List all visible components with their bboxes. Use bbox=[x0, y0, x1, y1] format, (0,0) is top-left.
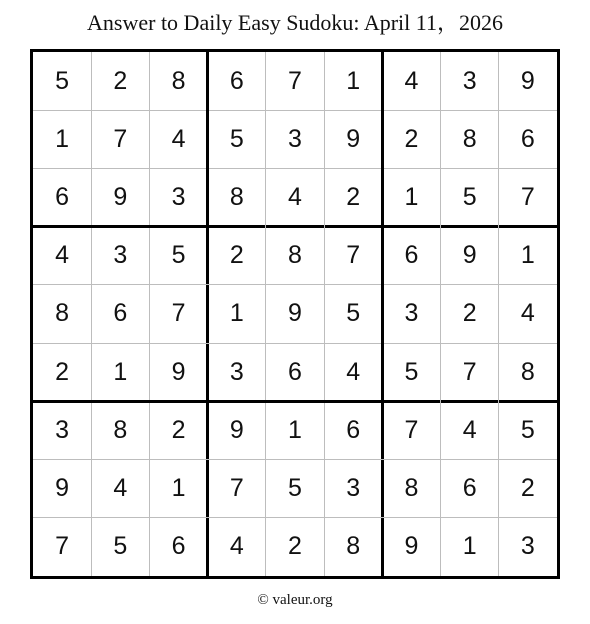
sudoku-cell: 6 bbox=[171, 532, 186, 561]
sudoku-cell: 4 bbox=[229, 532, 244, 561]
sudoku-cell: 9 bbox=[462, 241, 477, 270]
sudoku-cell: 5 bbox=[171, 241, 186, 270]
sudoku-cell: 1 bbox=[462, 532, 477, 561]
sudoku-cell: 2 bbox=[113, 66, 128, 95]
sudoku-cell: 4 bbox=[113, 474, 128, 503]
sudoku-cell: 1 bbox=[346, 66, 361, 95]
sudoku-cell: 3 bbox=[520, 532, 535, 561]
sudoku-cell: 5 bbox=[404, 357, 419, 386]
sudoku-board bbox=[30, 49, 560, 579]
sudoku-cell: 2 bbox=[346, 183, 361, 212]
sudoku-cell: 8 bbox=[520, 357, 535, 386]
page-title: Answer to Daily Easy Sudoku: April 11，2026 bbox=[87, 10, 503, 35]
sudoku-cell: 3 bbox=[229, 357, 244, 386]
sudoku-cell: 3 bbox=[288, 124, 302, 153]
sudoku-cell: 8 bbox=[346, 532, 361, 561]
sudoku-cell: 2 bbox=[462, 299, 477, 328]
sudoku-cell: 1 bbox=[229, 299, 244, 328]
sudoku-cell: 5 bbox=[288, 474, 302, 503]
sudoku-cell: 4 bbox=[462, 415, 477, 444]
sudoku-cell: 8 bbox=[462, 124, 477, 153]
sudoku-cell: 7 bbox=[520, 183, 535, 212]
sudoku-cell: 2 bbox=[55, 357, 70, 386]
sudoku-cell: 7 bbox=[55, 532, 70, 561]
sudoku-cell: 2 bbox=[404, 124, 419, 153]
sudoku-cell: 9 bbox=[346, 124, 361, 153]
sudoku-cell: 9 bbox=[404, 532, 419, 561]
sudoku-cell: 6 bbox=[462, 474, 477, 503]
sudoku-cell: 8 bbox=[229, 183, 244, 212]
sudoku-cell: 9 bbox=[113, 183, 128, 212]
sudoku-cell: 7 bbox=[462, 357, 477, 386]
sudoku-cell: 9 bbox=[55, 474, 70, 503]
sudoku-cell: 1 bbox=[113, 357, 128, 386]
sudoku-cell: 5 bbox=[113, 532, 128, 561]
sudoku-cell: 6 bbox=[404, 241, 419, 270]
sudoku-cell: 4 bbox=[55, 241, 70, 270]
sudoku-cell: 1 bbox=[404, 183, 419, 212]
sudoku-cell: 5 bbox=[462, 183, 477, 212]
sudoku-cell: 2 bbox=[229, 241, 244, 270]
sudoku-cell: 4 bbox=[288, 183, 302, 212]
sudoku-cell: 3 bbox=[113, 241, 128, 270]
sudoku-cell: 8 bbox=[404, 474, 419, 503]
sudoku-cell: 7 bbox=[171, 299, 186, 328]
sudoku-cell: 2 bbox=[288, 532, 302, 561]
sudoku-cell: 1 bbox=[288, 415, 302, 444]
sudoku-cell: 8 bbox=[171, 66, 186, 95]
sudoku-cell: 9 bbox=[288, 299, 302, 328]
sudoku-cell: 8 bbox=[288, 241, 302, 270]
sudoku-cell: 6 bbox=[113, 299, 128, 328]
sudoku-cell: 3 bbox=[462, 66, 477, 95]
sudoku-cell: 8 bbox=[55, 299, 70, 328]
sudoku-cell: 6 bbox=[288, 357, 302, 386]
copyright-footer: © valeur.org bbox=[257, 592, 333, 608]
sudoku-cell: 4 bbox=[404, 66, 419, 95]
sudoku-cell: 7 bbox=[113, 124, 128, 153]
sudoku-cell: 9 bbox=[229, 415, 244, 444]
sudoku-cell: 8 bbox=[113, 415, 128, 444]
sudoku-cell: 3 bbox=[171, 183, 186, 212]
sudoku-cell: 9 bbox=[520, 66, 535, 95]
sudoku-cell: 1 bbox=[520, 241, 535, 270]
sudoku-cell: 5 bbox=[229, 124, 244, 153]
sudoku-cell: 9 bbox=[171, 357, 186, 386]
sudoku-cell: 3 bbox=[55, 415, 70, 444]
sudoku-cell: 7 bbox=[229, 474, 244, 503]
sudoku-cell: 6 bbox=[55, 183, 70, 212]
sudoku-cell: 3 bbox=[346, 474, 361, 503]
sudoku-cell: 6 bbox=[520, 124, 535, 153]
sudoku-cell: 2 bbox=[171, 415, 186, 444]
sudoku-cell: 7 bbox=[346, 241, 361, 270]
sudoku-cell: 7 bbox=[404, 415, 419, 444]
sudoku-cell: 4 bbox=[171, 124, 186, 153]
sudoku-cell: 7 bbox=[288, 66, 302, 95]
sudoku-cell: 1 bbox=[55, 124, 70, 153]
sudoku-cell: 6 bbox=[346, 415, 361, 444]
sudoku-cell: 5 bbox=[55, 66, 70, 95]
sudoku-cell: 1 bbox=[171, 474, 186, 503]
sudoku-cell: 4 bbox=[520, 299, 535, 328]
sudoku-cell: 4 bbox=[346, 357, 361, 386]
sudoku-cell: 5 bbox=[520, 415, 535, 444]
sudoku-cell: 6 bbox=[229, 66, 244, 95]
sudoku-cell: 2 bbox=[520, 474, 535, 503]
sudoku-cell: 5 bbox=[346, 299, 361, 328]
sudoku-cell: 3 bbox=[404, 299, 419, 328]
